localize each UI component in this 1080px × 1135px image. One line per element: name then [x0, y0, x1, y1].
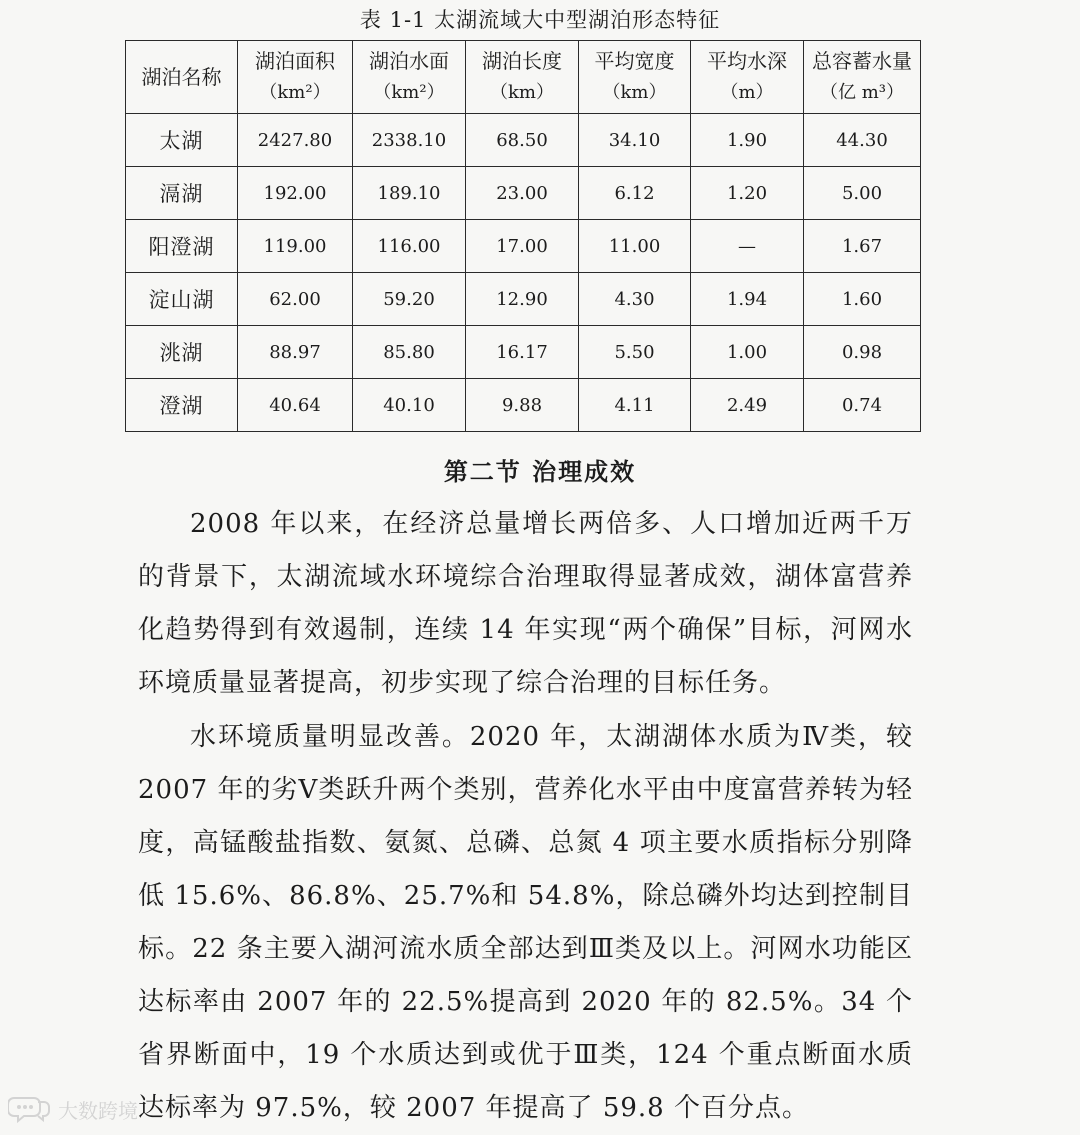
table-cell: 192.00 [238, 167, 353, 220]
table-cell: 119.00 [238, 220, 353, 273]
table-header-row [126, 41, 921, 114]
table-cell: 16.17 [466, 326, 579, 379]
table-cell: 1.90 [691, 114, 804, 167]
table-cell: 88.97 [238, 326, 353, 379]
table-cell: — [691, 220, 804, 273]
header-lake-length: 湖泊长度 （km） [466, 41, 579, 114]
table-cell: 0.98 [804, 326, 921, 379]
table-cell: 澄湖 [126, 379, 238, 432]
lake-characteristics-table [125, 40, 921, 432]
table-row [126, 379, 921, 432]
table-cell: 59.20 [353, 273, 466, 326]
table-cell: 11.00 [579, 220, 691, 273]
table-cell: 2.49 [691, 379, 804, 432]
table-cell: 5.50 [579, 326, 691, 379]
body-paragraph: 水环境质量明显改善。2020 年，太湖湖体水质为Ⅳ类，较 2007 年的劣Ⅴ类跃升两个类别，营养化水平由中度富营养转为轻度，高锰酸盐指数、氨氮、总磷、总氮 4 项主要水质指标分别降低 15.6%、86.8%、25.7%和 54.8%，除总磷外均达到控制目标。22 条主要入湖河流水质全部达到Ⅲ类及以上。河网水功能区达标率由 2007 年的 22.5%提高到 2020 年的 82.5%。34 个省界断面中，19 个水质达到或优于Ⅲ类，124 个重点断面水质达标率为 97.5%，较 2007 年提高了 59.8 个百分点。 [138, 722, 913, 1123]
table-cell: 阳澄湖 [126, 220, 238, 273]
header-lake-area: 湖泊面积 （km²） [238, 41, 353, 114]
table-cell: 1.94 [691, 273, 804, 326]
table-cell: 1.60 [804, 273, 921, 326]
header-total-storage: 总容蓄水量 （亿 m³） [804, 41, 921, 114]
table-cell: 9.88 [466, 379, 579, 432]
table-cell: 85.80 [353, 326, 466, 379]
header-water-surface: 湖泊水面 （km²） [353, 41, 466, 114]
table-cell: 12.90 [466, 273, 579, 326]
header-average-width: 平均宽度 （km） [579, 41, 691, 114]
table-cell: 太湖 [126, 114, 238, 167]
table-cell: 4.30 [579, 273, 691, 326]
table-cell: 滆湖 [126, 167, 238, 220]
table-cell: 34.10 [579, 114, 691, 167]
table-row [126, 220, 921, 273]
table-cell: 116.00 [353, 220, 466, 273]
table-cell: 0.74 [804, 379, 921, 432]
table-caption: 表 1-1 太湖流域大中型湖泊形态特征 [359, 8, 721, 32]
table-row [126, 326, 921, 379]
table-cell: 6.12 [579, 167, 691, 220]
table-row [126, 273, 921, 326]
table-cell: 1.20 [691, 167, 804, 220]
table-cell: 洮湖 [126, 326, 238, 379]
section-title: 第二节 治理成效 [443, 457, 637, 486]
chat-bubble-icon [8, 1094, 52, 1124]
header-average-depth: 平均水深 （m） [691, 41, 804, 114]
table-cell: 2427.80 [238, 114, 353, 167]
table-cell: 40.10 [353, 379, 466, 432]
body-paragraph: 2008 年以来，在经济总量增长两倍多、人口增加近两千万的背景下，太湖流域水环境综合治理取得显著成效，湖体富营养化趋势得到有效遏制，连续 14 年实现“两个确保”目标，河网水环境质量显著提高，初步实现了综合治理的目标任务。 [138, 509, 913, 698]
table-cell: 4.11 [579, 379, 691, 432]
table-cell: 1.00 [691, 326, 804, 379]
table-row [126, 114, 921, 167]
table-cell: 2338.10 [353, 114, 466, 167]
watermark-text: 大数跨境 [58, 1098, 138, 1123]
table-cell: 17.00 [466, 220, 579, 273]
table-cell: 44.30 [804, 114, 921, 167]
table-cell: 40.64 [238, 379, 353, 432]
table-cell: 62.00 [238, 273, 353, 326]
table-cell: 1.67 [804, 220, 921, 273]
table-cell: 淀山湖 [126, 273, 238, 326]
table-cell: 23.00 [466, 167, 579, 220]
table-cell: 68.50 [466, 114, 579, 167]
header-lake-name: 湖泊名称 [126, 41, 238, 114]
table-row [126, 167, 921, 220]
watermark [8, 1094, 138, 1124]
table-cell: 189.10 [353, 167, 466, 220]
table-cell: 5.00 [804, 167, 921, 220]
